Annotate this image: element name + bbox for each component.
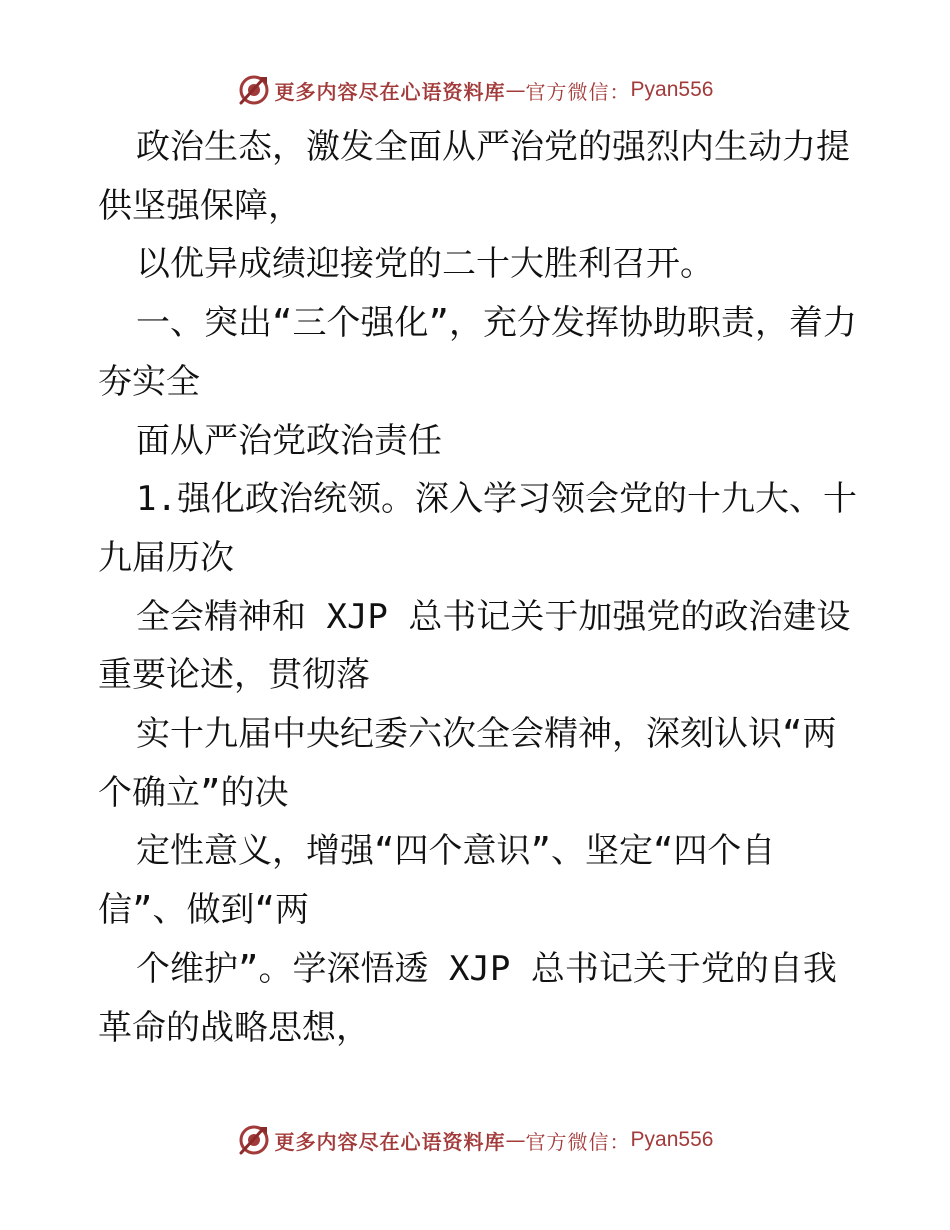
body-paragraph: 定性意义，增强“四个意识”、坚定“四个自信”、做到“两 [98, 831, 776, 931]
banner-separator: — [505, 1128, 526, 1152]
body-paragraph: 实十九届中央纪委六次全会精神，深刻认识“两个确立”的决 [98, 714, 837, 813]
banner-wechat-id: Pyan556 [630, 1128, 714, 1151]
body-paragraph: 一、突出“三个强化”，充分发挥协助职责，着力夯实全 [98, 303, 857, 402]
document-body [98, 118, 858, 1057]
banner-wechat-id: Pyan556 [630, 78, 714, 101]
logo-icon [237, 1123, 271, 1157]
body-paragraph: 个维护”。学深悟透 XJP 总书记关于党的自我革命的战略思想， [98, 948, 837, 1048]
body-paragraph: 1.强化政治统领。深入学习领会党的十九大、十九届历次 [98, 479, 857, 578]
banner-main-text: 更多内容尽在心语资料库 [274, 79, 506, 104]
header-banner [0, 70, 950, 110]
banner-sub-text: 官方微信： [525, 79, 631, 104]
banner-sub-text: 官方微信： [525, 1129, 631, 1154]
logo-icon [237, 73, 271, 107]
body-paragraph: 全会精神和 XJP 总书记关于加强党的政治建设重要论述，贯彻落 [98, 596, 851, 696]
body-paragraph: 面从严治党政治责任 [136, 420, 442, 461]
banner-main-text: 更多内容尽在心语资料库 [274, 1129, 506, 1154]
body-paragraph: 政治生态，激发全面从严治党的强烈内生动力提供坚强保障， [98, 127, 850, 226]
footer-banner [0, 1120, 950, 1160]
body-paragraph: 以优异成绩迎接党的二十大胜利召开。 [136, 244, 714, 285]
banner-separator: — [505, 78, 526, 102]
